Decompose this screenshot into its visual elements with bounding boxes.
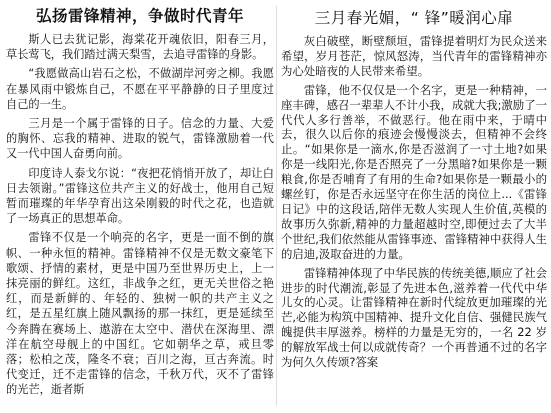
right-paragraph-1: 灰白破壁，断壁颓垣，雷锋提着明灯为民众送来希望，岁月苍茫，惊风怒涛，当代青年的雷锋精神亦为心处暗夜的人民带来希望。 (281, 34, 547, 78)
column-divider (276, 6, 277, 406)
left-paragraph-1: 斯人已去犹记影，海棠花开魂依旧，阳春三月，草长莺飞，我们踏过满天梨雪，去追寻雷锋的身影。 (6, 33, 274, 62)
right-paragraph-3: 雷锋精神体现了中华民族的传统美德,顺应了社会进步的时代潮流,彰显了先进本色,滋养着一代代中华儿女的心灵。让雷锋精神在新时代绽放更加璀璨的光芒,必能为构筑中国精神、提升文化自信、强健民族气魄提供丰厚滋养。榜样的力量是无穷的，一名 22 岁的解放军战士何以成就传奇？一个再普通不过的名字为何久久传颂?答案 (281, 265, 547, 370)
left-paragraph-2: “我愿做高山岩石之松，不做湖岸河旁之柳。我愿在暴风雨中锻炼自己，不愿在平平静静的日子里度过自己的一生。 (6, 67, 274, 111)
right-article (281, 0, 547, 413)
right-paragraph-2: 雷锋，他不仅仅是一个名字，更是一种精神，一座丰碑，感召一辈辈人不计小我，成就大我;激励了一代代人多行善举，不做恶行。他在雨中来，于晴中去，很久以后你的痕迹会慢慢淡去，但精神不会终止。“如果你是一滴水,你是否滋润了一寸土地?如果你是一线阳光,你是否照亮了一分黑暗?如果你是一颗粮食,你是否哺育了有用的生命?如果你是一颗最小的螺丝钉，你是否永远坚守在你生活的岗位上...《雷锋日记》中的这段话,陪伴无数人实现人生价值,英模的故事历久弥新,精神的力量超越时空,即便过去了大半个世纪,我们依然能从雷锋事迹、雷锋精神中获得人生的启迪,汲取奋进的力量。 (281, 82, 547, 261)
left-article-title: 弘扬雷锋精神，争做时代青年 (35, 7, 244, 25)
left-paragraph-3: 三月是一个属于雷锋的日子。信念的力量、大爱的胸怀、忘我的精神、进取的锐气，雷锋激励着一代又一代中国人奋勇向前。 (6, 117, 274, 161)
right-article-title: 三月春光媚，“ 锋”暖润心扉 (314, 9, 514, 27)
left-paragraph-4: 印度诗人泰戈尔说：“夜把花悄悄开放了，却让白日去领谢。”雷锋这位共产主义的好战士，他用自己短暂而璀璨的年华孕育出这朵刚毅的时代之花，也造就了一场真正的思想革命。 (6, 166, 274, 226)
left-article (6, 0, 274, 413)
left-paragraph-5: 雷锋不仅是一个响亮的名字，更是一面不倒的旗帜、一种永恒的精神。雷锋精神不仅是无数文豪笔下歌颂、抒情的素材，更是中国乃至世界历史上，上一抹亮丽的鲜红。这红，非战争之红，更无关世俗之艳红，而是新鲜的、年轻的、独树一帜的共产主义之红，是五星红旗上随风飘扬的那一抹红，更是延续至今奔腾在赛场上、遨游在太空中、潜伏在深海里、漂洋在航空母舰上的中国红。它如朝华之草，戒旦零落；松柏之茂，隆冬不衰；百川之海，亘古奔流。时代变迁，迁不走雷锋的信念，千秋万代，灭不了雷锋的光芒，逝者斯 (6, 231, 274, 397)
